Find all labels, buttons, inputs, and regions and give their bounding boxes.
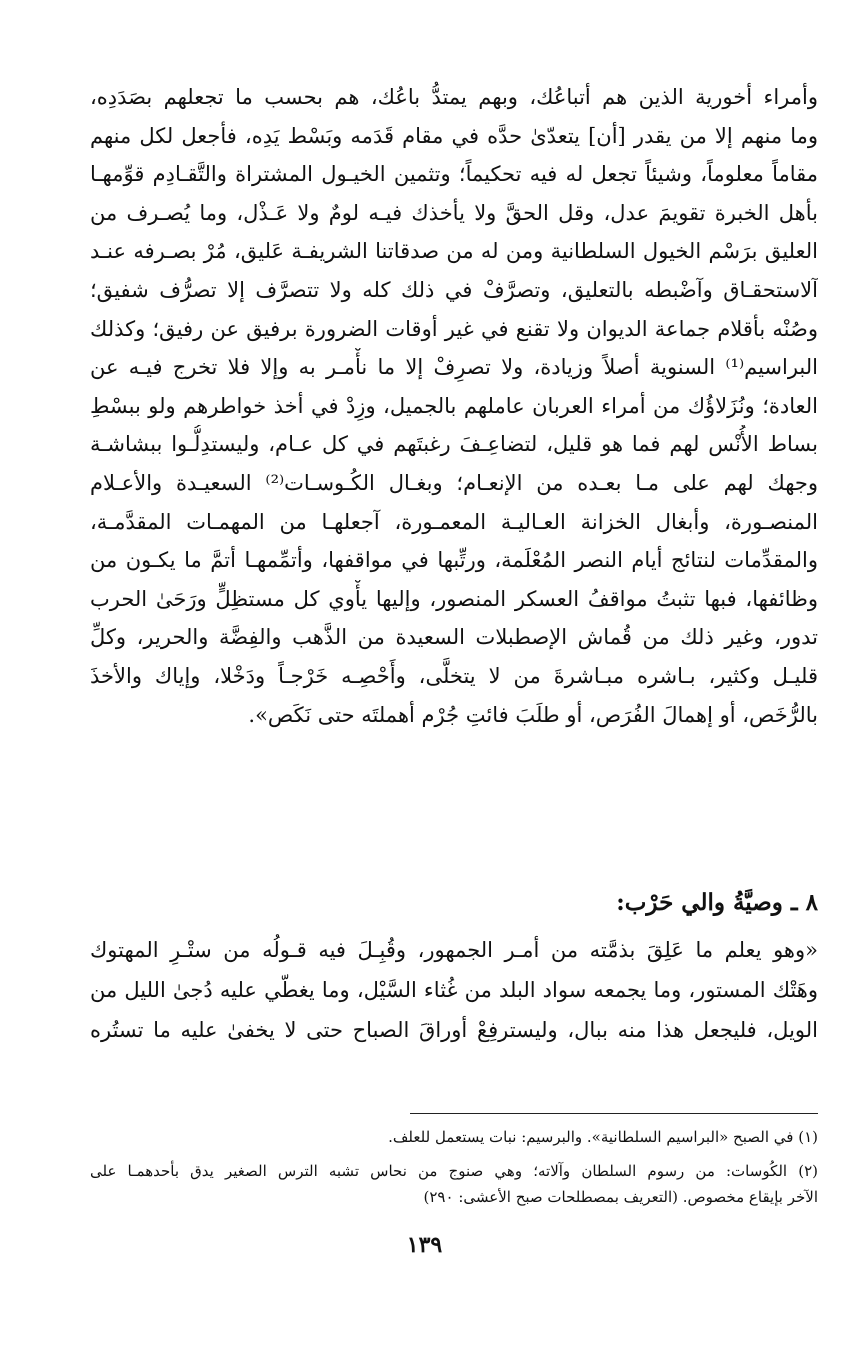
text-line: بأهل الخبرة تقويمَ عدل، وقل الحقَّ ولا يأخذك فيـه لومٌ ولا عَـذْل، وما يُصـرف من bbox=[90, 200, 818, 225]
text-line: والمقدِّمات لنتائج أيام النصر المُعْلَمة، ورتِّبها في مواقفها، وأتمِّمهـا أتمَّ ما يكـون من bbox=[90, 548, 818, 573]
text-line: وجهك لهم على مـا بعـده من الإنعـام؛ وبغـال الكُـوسـات⁽²⁾ السعيـدة والأعـلام bbox=[90, 470, 818, 495]
text-line: «وهو يعلم ما عَلِقَ بذمَّته من أمـر الجمهور، وقُبِـلَ فيه قـولُه من ستْـرِ المهتوك bbox=[90, 938, 818, 962]
text-line: وأمراء أخورية الذين هم أتباعُك، وبهم يمتدُّ باعُك، هم بحسب ما تجعلهم بصَدَدِه، bbox=[90, 85, 818, 109]
footnote-1: (١) في الصبح «البراسيم السلطانية». والبرسيم: نبات يستعمل للعلف. bbox=[388, 1128, 818, 1146]
text-line: قليـل وكثير، بـاشره مبـاشرةَ من لا يتخلَّى، وأَحْصِـه خَرْجـاً ودَخْلا، وإياك والأخذَ bbox=[90, 663, 818, 688]
text-line: وما منهم إلا من يقدر [أن] يتعدّىٰ حدَّه في مقام قَدَمه وبَسْط يَدِه، فأجعل لكل منهم bbox=[90, 123, 818, 148]
page-number: ١٣٩ bbox=[406, 1232, 443, 1258]
text-line: الويل، فليجعل هذا منه ببال، وليسترفِعْ أوراقَ الصباح حتى لا يخفىٰ عليه ما تستُره bbox=[90, 1018, 818, 1042]
section-heading: ٨ ـ وصيَّةُ والي حَرْب: bbox=[616, 889, 818, 916]
footnote-2-line: (٢) الكُوسات: من رسوم السلطان وآلاته؛ وهي صنوج من نحاس تشبه الترس الصغير يدق بأحدهمـا على bbox=[90, 1162, 818, 1180]
text-line: العادة؛ ونُزَلاؤُك من أمراء العربان عاملهم بالجميل، وزِدْ في أخذ خواطرهم ولو ببسْطِ bbox=[90, 393, 818, 418]
text-line: العليق برَسْم الخيول السلطانية ومن له من صدقاتنا الشريفـة عَليق، مُرْ بصـرفه عنـد bbox=[90, 239, 818, 264]
text-line: مقاماً معلوماً، وشيئاً تجعل له فيه تحكيماً؛ وتثمين الخيـول المشتراة والتَّقـادِم قوِّمهـا bbox=[90, 162, 818, 187]
footnote-2-line: الآخر بإيقاع مخصوص. (التعريف بمصطلحات صبح الأعشى: ٢٩٠) bbox=[423, 1188, 818, 1206]
text-line: آلاستحقـاق وآضْبطه بالتعليق، وتصرَّفْ في ذلك كله ولا تتصرَّف إلا تصرُّف شفيق؛ bbox=[90, 277, 818, 302]
text-line: وصُنْه بأقلام جماعة الديوان ولا تقنع في غير أوقات الضرورة برفيق عن رفيق؛ وكذلك bbox=[90, 316, 818, 341]
footnote-separator bbox=[410, 1113, 818, 1114]
text-line: البراسيم⁽¹⁾ السنوية أصلاً وزيادة، ولا تصرِفْ إلا ما نأْمـر به وإلا فلا تخرج فيـه عن bbox=[90, 355, 818, 380]
text-line: وظائفها، فبها تثبتُ مواقفُ العسكر المنصور، وإليها يأْوي كل مستظِلٍّ ورَحَىٰ الحرب bbox=[90, 586, 818, 611]
text-line: بساط الأُنْس لهم فما هو قليل، لتضاعِـفَ رغبتَهم في كل عـام، وليستدِلُّـوا ببشاشـة bbox=[90, 432, 818, 457]
text-line: بالرُّخَص، أو إهمالَ الفُرَص، أو طلَبَ فائتِ جُرْم أهملتَه حتى نَكَص». bbox=[248, 702, 818, 727]
text-line: وهَتْك المستور، وما يجمعه سواد البلد من غُثاء السَّيْل، وما يغطّي عليه دُجىٰ الليل من bbox=[90, 978, 818, 1002]
text-line: المنصـورة، وأبغال الخزانة العـاليـة المعمـورة، آجعلهـا من المهمـات المقدَّمـة، bbox=[90, 509, 818, 534]
footnotes bbox=[90, 1124, 818, 1210]
text-line: تدور، وغير ذلك من قُماش الإصطبلات السعيدة من الذَّهب والفِضَّة والحرير، وكلِّ bbox=[90, 625, 818, 650]
body-paragraph-2 bbox=[90, 930, 818, 1050]
body-paragraph-1 bbox=[90, 78, 818, 734]
